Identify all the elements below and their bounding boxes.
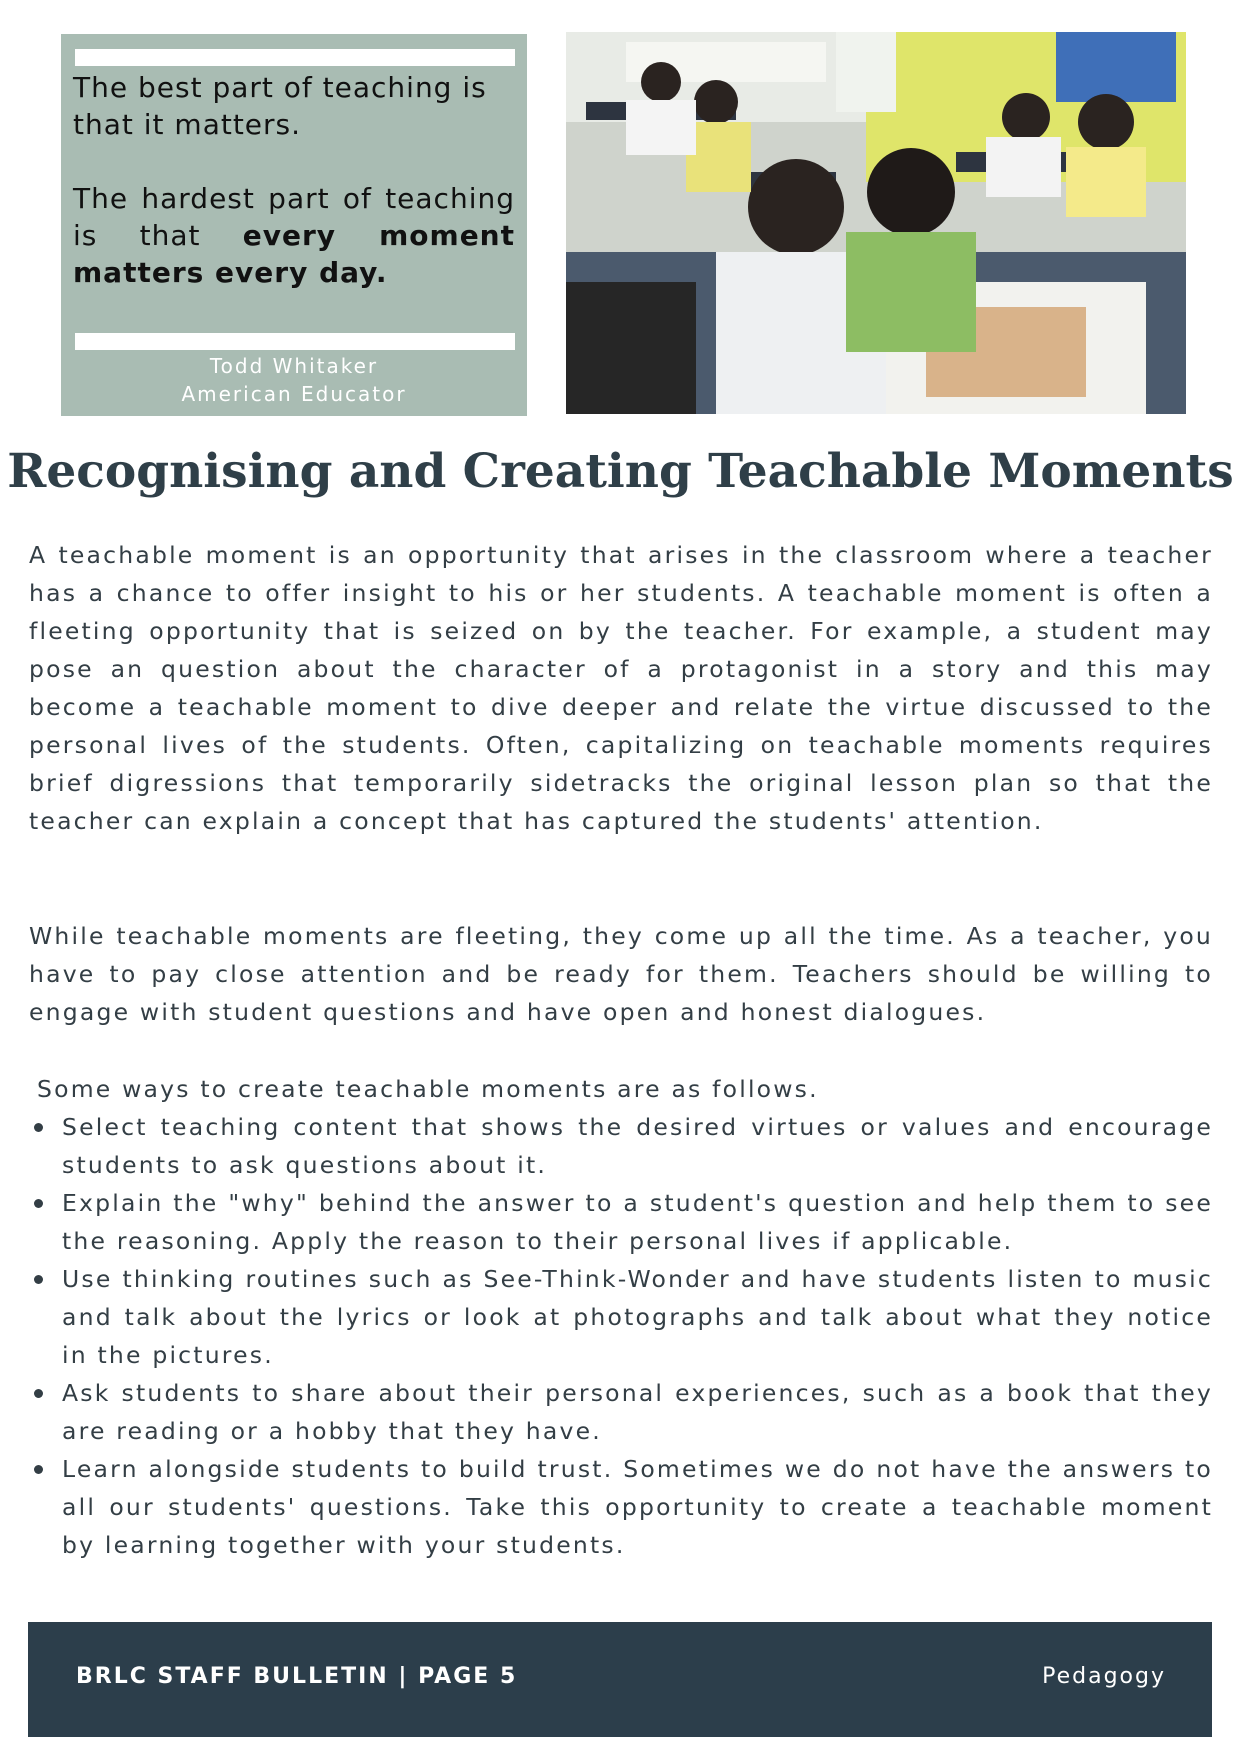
list-item: Select teaching content that shows the desired virtues or values and encourage students to ask questions about it. — [29, 1108, 1213, 1184]
list-intro-text: Some ways to create teachable moments are as follows. — [37, 1075, 819, 1103]
quote-box — [61, 34, 527, 416]
list-item: Ask students to share about their personal experiences, such as a book that they are reading or a hobby that they have. — [29, 1374, 1213, 1450]
classroom-photo-illustration — [566, 32, 1186, 414]
quote-line-2-bold: every moment matters every day. — [73, 219, 515, 289]
quote-line-1: The best part of teaching is that it matters. — [73, 71, 487, 141]
quote-attribution — [61, 352, 527, 408]
list-item: Explain the "why" behind the answer to a student's question and help them to see the reasoning. Apply the reason to their personal lives if applicable. — [29, 1184, 1213, 1260]
list-intro — [37, 1070, 1221, 1108]
quote-author-name: Todd Whitaker — [209, 354, 379, 378]
page-title: Recognising and Creating Teachable Moments — [7, 444, 1234, 499]
classroom-photo — [566, 32, 1186, 414]
list-item: Learn alongside students to build trust. Sometimes we do not have the answers to all our students' questions. Take this opportunity to create a teachable moment by learning together with your students. — [29, 1450, 1213, 1564]
quote-line-2 — [73, 180, 515, 291]
quote-author-role: American Educator — [181, 382, 407, 406]
footer-bulletin-label: BRLC STAFF BULLETIN | PAGE 5 — [76, 1664, 518, 1689]
list-item: Use thinking routines such as See-Think-Wonder and have students listen to music and talk about the lyrics or look at photographs and talk about what they notice in the pictures. — [29, 1260, 1213, 1374]
quote-top-rule — [75, 49, 515, 66]
footer-bar — [28, 1622, 1212, 1737]
quote-text — [73, 69, 515, 291]
tips-list — [29, 1108, 1213, 1564]
footer-section-label: Pedagogy — [1042, 1664, 1166, 1689]
paragraph-1 — [29, 536, 1213, 840]
quote-line-2-plain: The hardest part of teaching is that — [73, 182, 515, 252]
paragraph-2 — [29, 917, 1213, 1031]
paragraph-1-text: A teachable moment is an opportunity that arises in the classroom where a teacher has a chance to offer insight to his or her students. A teachable moment is often a fleeting opportunity that is seized on by the teacher. For example, a student may pose an question about the character of a protagonist in a story and this may become a teachable moment to dive deeper and relate the virtue discussed to the personal lives of the students. Often, capitalizing on teachable moments requires brief digressions that temporarily sidetracks the original lesson plan so that the teacher can explain a concept that has captured the students' attention. — [29, 541, 1213, 835]
paragraph-2-text: While teachable moments are fleeting, they come up all the time. As a teacher, you have to pay close attention and be ready for them. Teachers should be willing to engage with student questions and have open and honest dialogues. — [29, 922, 1213, 1026]
quote-bottom-rule — [75, 333, 515, 350]
